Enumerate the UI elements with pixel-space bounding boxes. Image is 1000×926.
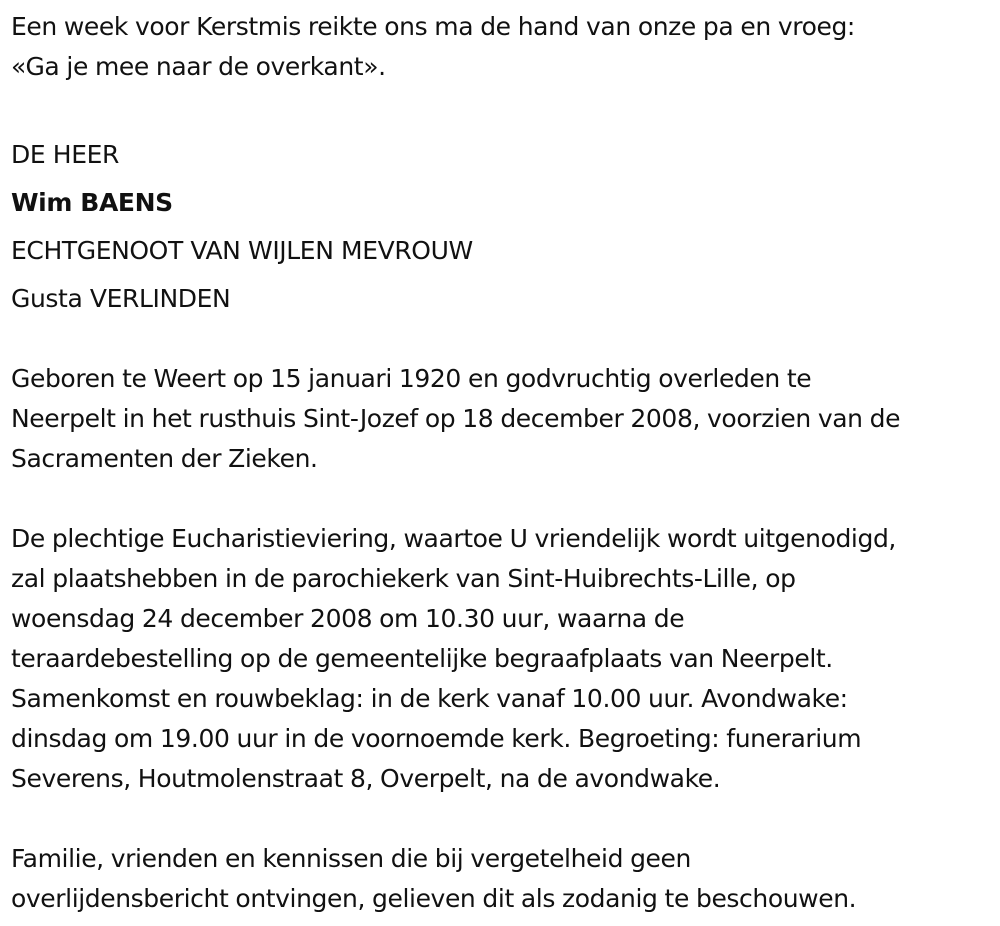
opening-line-1: Een week voor Kerstmis reikte ons ma de hand van onze pa en vroeg: xyxy=(11,12,855,41)
spacer xyxy=(11,323,996,359)
birth-death-line-2: Neerpelt in het rusthuis Sint-Jozef op 18 december 2008, voorzien van de xyxy=(11,404,901,433)
spacer xyxy=(11,87,996,125)
spouse-name: Gusta VERLINDEN xyxy=(11,284,231,313)
birth-death-line-1: Geboren te Weert op 15 januari 1920 en godvruchtig overleden te xyxy=(11,364,812,393)
ceremony-line-6: dinsdag om 19.00 uur in de voornoemde kerk. Begroeting: funerarium xyxy=(11,724,862,753)
deceased-relation: ECHTGENOOT VAN WIJLEN MEVROUW xyxy=(11,236,473,265)
closing-line-1: Familie, vrienden en kennissen die bij vergetelheid geen xyxy=(11,844,691,873)
ceremony-line-2: zal plaatshebben in de parochiekerk van Sint-Huibrechts-Lille, op xyxy=(11,564,796,593)
ceremony-line-5: Samenkomst en rouwbeklag: in de kerk vanaf 10.00 uur. Avondwake: xyxy=(11,684,848,713)
ceremony-paragraph xyxy=(11,519,996,799)
spacer xyxy=(11,479,996,519)
ceremony-line-1: De plechtige Eucharistieviering, waartoe U vriendelijk wordt uitgenodigd, xyxy=(11,524,896,553)
spacer xyxy=(11,799,996,839)
ceremony-line-4: teraardebestelling op de gemeentelijke begraafplaats van Neerpelt. xyxy=(11,644,833,673)
opening-line-2: «Ga je mee naar de overkant». xyxy=(11,52,386,81)
deceased-title: DE HEER xyxy=(11,140,119,169)
birth-death-line-3: Sacramenten der Zieken. xyxy=(11,444,318,473)
birth-death-paragraph xyxy=(11,359,996,479)
ceremony-line-3: woensdag 24 december 2008 om 10.30 uur, waarna de xyxy=(11,604,685,633)
closing-paragraph xyxy=(11,839,996,919)
closing-line-2: overlijdensbericht ontvingen, gelieven dit als zodanig te beschouwen. xyxy=(11,884,857,913)
deceased-name: Wim BAENS xyxy=(11,188,173,217)
ceremony-line-7: Severens, Houtmolenstraat 8, Overpelt, na de avondwake. xyxy=(11,764,721,793)
opening-paragraph xyxy=(11,7,996,87)
deceased-block xyxy=(11,131,996,323)
obituary-text xyxy=(11,0,996,919)
